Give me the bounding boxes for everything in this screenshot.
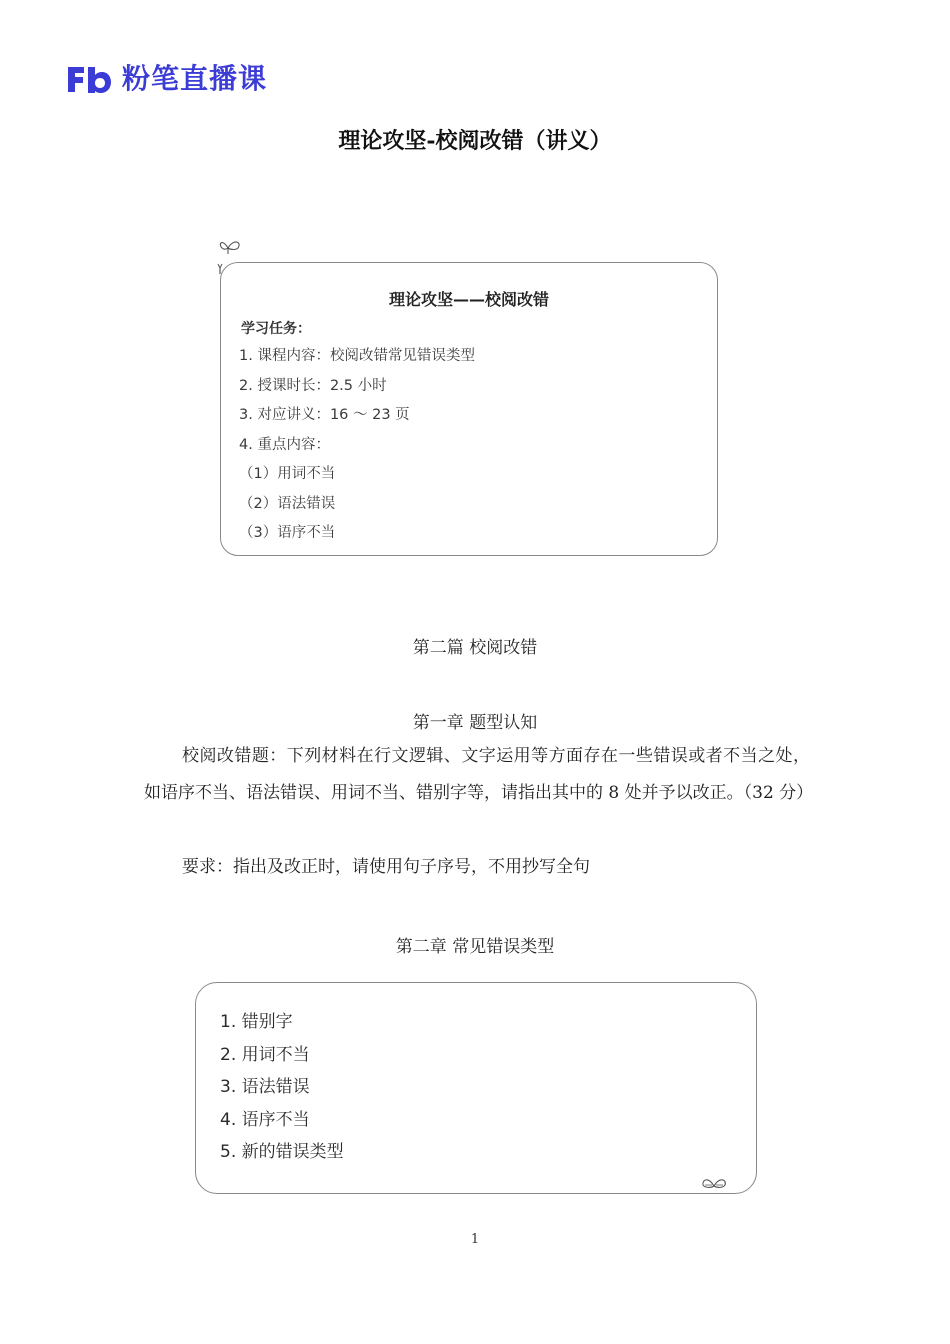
task-item: 3. 对应讲义：16 ～ 23 页	[239, 407, 410, 423]
fb-logo-icon	[66, 63, 112, 95]
error-type-item: 2. 用词不当	[220, 1044, 310, 1065]
logo-text: 粉笔直播课	[122, 62, 268, 95]
chapter-heading: 第二章 常见错误类型	[395, 937, 555, 957]
task-box-title: 理论攻坚——校阅改错	[388, 290, 549, 309]
task-item: （3）语序不当	[239, 525, 336, 541]
task-box-subtitle: 学习任务：	[241, 321, 311, 337]
page-number: 1	[470, 1232, 480, 1247]
leaf-icon	[700, 1174, 728, 1192]
task-item: 1. 课程内容：校阅改错常见错误类型	[239, 348, 475, 364]
task-item: 4. 重点内容：	[239, 436, 330, 453]
error-type-item: 5. 新的错误类型	[220, 1142, 344, 1162]
task-item: （1）用词不当	[239, 466, 336, 482]
question-description: 校阅改错题：下列材料在行文逻辑、文字运用等方面存在一些错误或者不当之处，如语序不当、语法错误、用词不当、错别字等，请指出其中的 8 处并予以改正。（32 分）	[144, 746, 814, 803]
document-title: 理论攻坚-校阅改错（讲义）	[338, 128, 612, 154]
part-heading: 第二篇 校阅改错	[412, 638, 538, 658]
error-type-item: 1. 错别字	[220, 1012, 293, 1032]
error-types-list	[220, 1010, 344, 1173]
requirement-text: 要求：指出及改正时，请使用句子序号，不用抄写全句	[182, 857, 590, 877]
chapter-heading: 第一章 题型认知	[412, 713, 538, 733]
task-list	[239, 345, 475, 552]
brand-logo	[66, 60, 267, 98]
learning-task-box	[220, 262, 718, 556]
error-type-item: 4. 语序不当	[220, 1109, 310, 1130]
task-item: （2）语法错误	[239, 495, 336, 512]
error-types-box	[195, 982, 757, 1194]
error-type-item: 3. 语法错误	[220, 1077, 310, 1097]
task-item: 2. 授课时长：2.5 小时	[239, 377, 387, 394]
